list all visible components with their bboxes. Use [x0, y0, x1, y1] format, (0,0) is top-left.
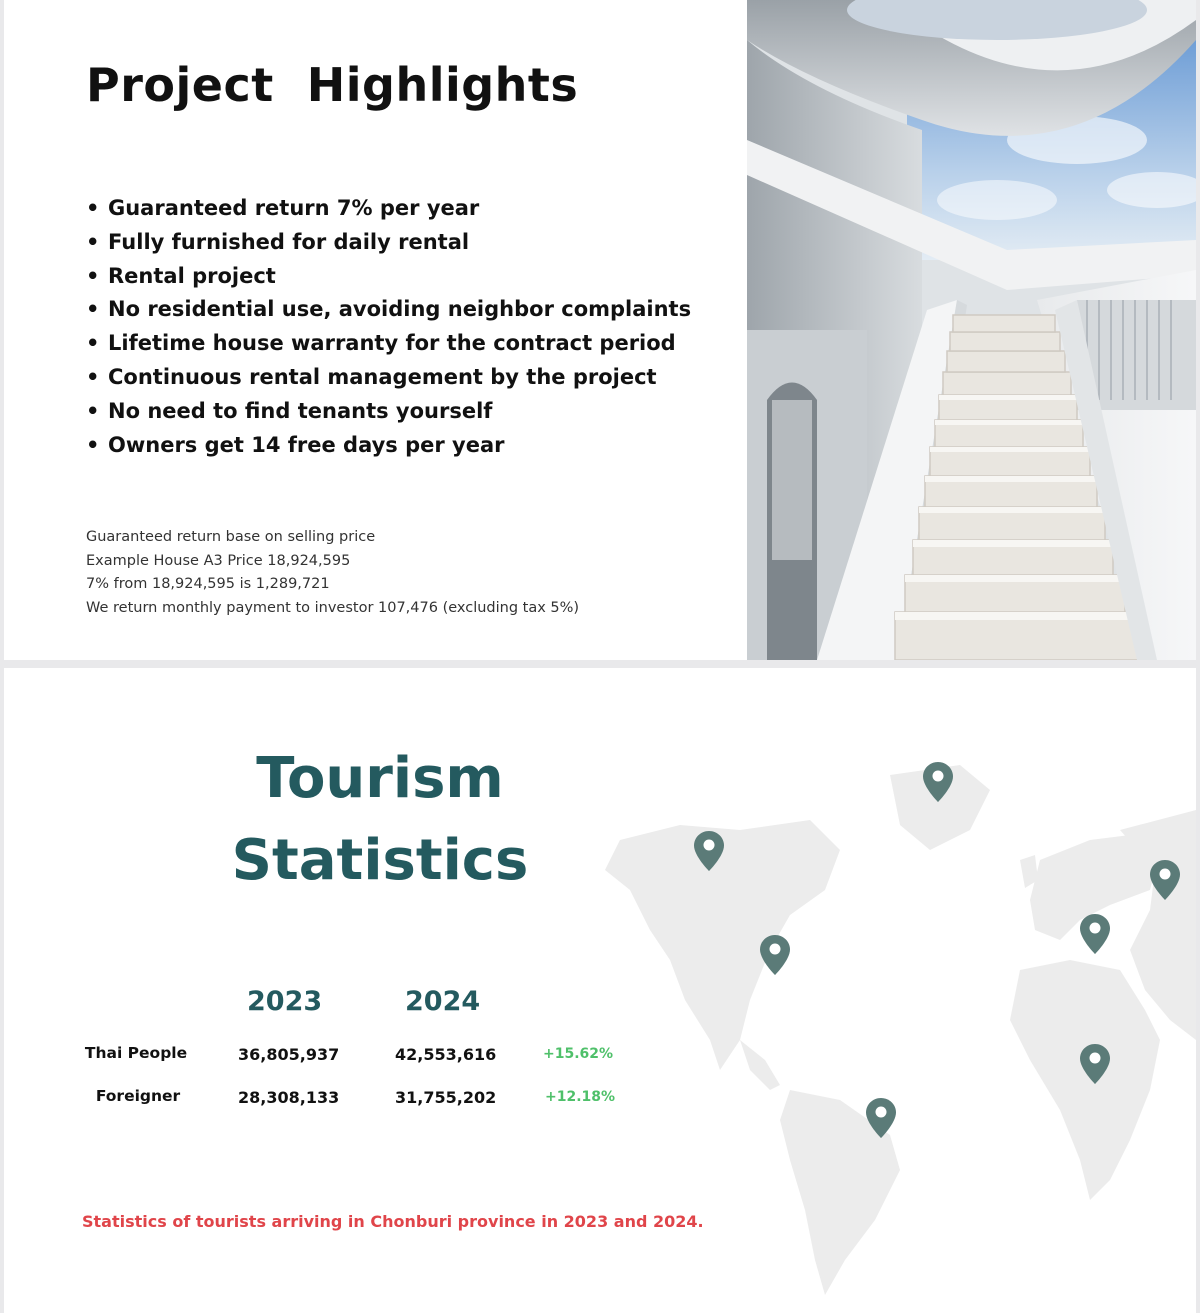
- note-line: We return monthly payment to investor 107,476 (excluding tax 5%): [86, 599, 580, 616]
- row-label-foreigner: Foreigner: [95, 1087, 181, 1105]
- highlight-text: Owners get 14 free days per year: [108, 432, 505, 457]
- highlights-list: [86, 192, 691, 462]
- map-pin-icon: [1150, 860, 1180, 900]
- list-item: [86, 260, 691, 294]
- thai-change-badge: +15.62%: [543, 1046, 614, 1062]
- list-item: [86, 192, 691, 226]
- note-line: 7% from 18,924,595 is 1,289,721: [86, 576, 330, 593]
- list-item: [86, 293, 691, 327]
- column-header-2023: 2023: [247, 986, 323, 1017]
- highlight-text: Guaranteed return 7% per year: [108, 196, 480, 220]
- highlight-text: Rental project: [108, 263, 276, 288]
- map-pin-icon: [866, 1098, 896, 1138]
- bullet-glyph: •: [86, 398, 100, 423]
- bullet-glyph: •: [86, 229, 100, 254]
- thai-2024-value: 42,553,616: [395, 1045, 497, 1064]
- note-line: Guaranteed return base on selling price: [86, 529, 376, 545]
- highlight-text: Fully furnished for daily rental: [108, 229, 470, 254]
- highlight-text: Lifetime house warranty for the contract period: [108, 331, 676, 356]
- bullet-glyph: •: [86, 432, 100, 457]
- bullet-glyph: •: [86, 331, 100, 356]
- note-line: Example House A3 Price 18,924,595: [86, 552, 351, 569]
- bullet-glyph: •: [86, 196, 100, 220]
- column-header-2024: 2024: [405, 986, 481, 1017]
- foreigner-2023-value: 28,308,133: [238, 1088, 340, 1107]
- highlight-text: No residential use, avoiding neighbor complaints: [108, 297, 692, 322]
- map-pin-icon: [694, 831, 724, 871]
- map-pin-icon: [760, 935, 790, 975]
- foreigner-2024-value: 31,755,202: [395, 1088, 497, 1107]
- highlight-text: No need to find tenants yourself: [108, 398, 493, 423]
- row-label-thai-people: Thai People: [84, 1044, 188, 1062]
- map-pin-icon: [1080, 914, 1110, 954]
- list-item: [86, 429, 691, 463]
- highlights-title: Project Highlights: [86, 58, 579, 112]
- tourism-title-line1: Tourism: [256, 746, 504, 811]
- statistics-caption: Statistics of tourists arriving in Chonburi province in 2023 and 2024.: [82, 1212, 704, 1231]
- list-item: [86, 395, 691, 429]
- list-item: [86, 226, 691, 260]
- staircase-photo: [747, 0, 1196, 660]
- bullet-glyph: •: [86, 263, 100, 288]
- return-example-notes: [86, 526, 579, 620]
- map-pin-icon: [1080, 1044, 1110, 1084]
- highlight-text: Continuous rental management by the project: [108, 364, 657, 389]
- tourism-title-line2: Statistics: [231, 828, 529, 893]
- bullet-glyph: •: [86, 364, 100, 389]
- list-item: [86, 327, 691, 361]
- tourism-title: [160, 738, 600, 902]
- foreigner-change-badge: +12.18%: [545, 1089, 616, 1105]
- list-item: [86, 361, 691, 395]
- map-pin-icon: [923, 762, 953, 802]
- bullet-glyph: •: [86, 297, 100, 322]
- thai-2023-value: 36,805,937: [238, 1045, 340, 1064]
